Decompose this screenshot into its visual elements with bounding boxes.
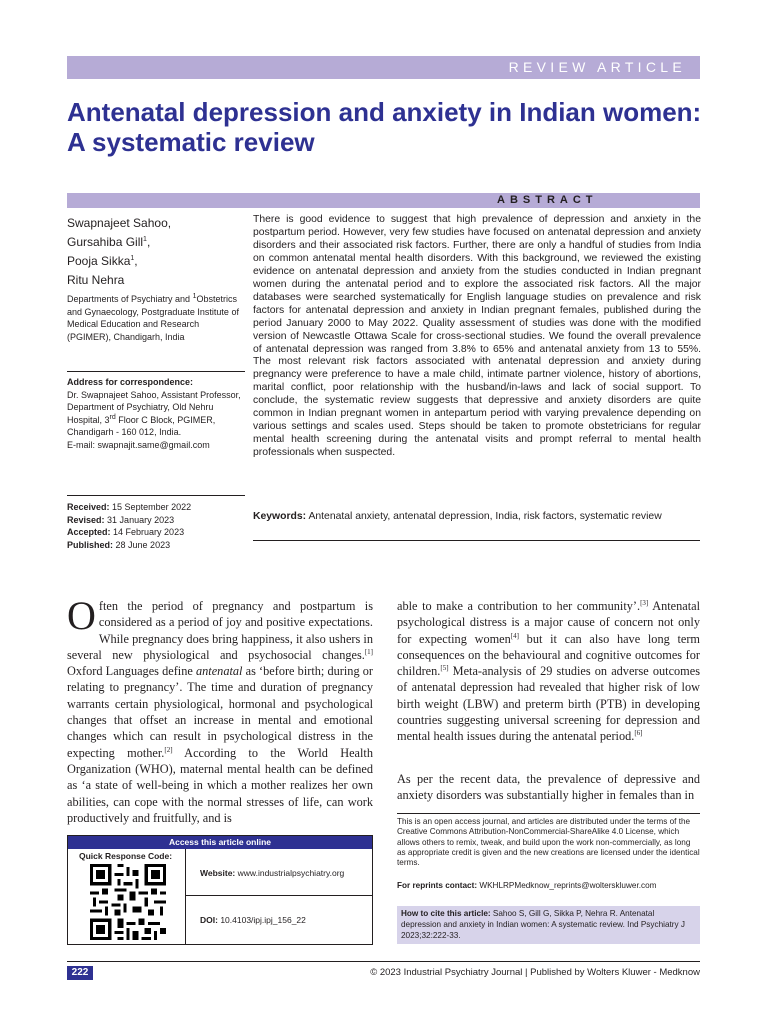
date-accepted: Accepted: 14 February 2023 — [67, 527, 185, 538]
divider — [253, 540, 700, 541]
abstract-text: There is good evidence to suggest that high prevalence of depression and anxiety in the postpartum period. However, very few studies have focused on antenatal depression and anxiety disorders and their associated risk factors. Further, there are only a handful of studies from India on common antenatal mental health disorders. With this background, we reviewed the existing evidence on antenatal depression and anxiety from the studies conducted in Indian pregnant women during the antenatal period and to explore the associated risk factors. All the major databases were searched systematically for English language studies on prevalence and risk factors for antenatal depression and anxiety in Indian pregnant females, published during the period January 2000 to May 2022. Quality assessment of studies was done with the modified version of Newcastle Ottawa Scale for cross-sectional studies. We found the overall prevalence of antenatal depression was ranged from 3.8% to 65% and antenatal anxiety from 13 to 55%. The most relevant risk factors associated with antenatal depression and anxiety during pregnancy were preference to have a male child, intimate partner violence, history of abortions, marital conflict, poor relationship with the husband/in-laws and lack of social support. To conclude, the systematic review suggests that depressive and anxiety disorders are quite common in Indian pregnant women in antepartum period with varying prevalence depending on various settings and scales used. Steps should be taken to promote obstetricians for regular mental health screening during the antenatal visits and prompt referral to mental health professionals when suspected. — [253, 214, 701, 459]
divider — [397, 813, 700, 814]
article-type-label: REVIEW ARTICLE — [508, 59, 686, 75]
author-3: Pooja Sikka$^1$, — [67, 254, 138, 268]
body-column-left: Often the period of pregnancy and postpartum is considered as a period of joy and positive expectations. While pregnancy does bring happiness, it also ushers in several new physiological and psychosocial changes.[1] Oxford Languages define antenatal as ‘before birth; during or relating to pregnancy’. The time and duration of pregnancy warrants certain physiological, hormonal and psychological changes that offset an increase in mental and emotional changes which can result in psychological distress in the expecting mother.[2] According to the World Health Organization (WHO), maternal mental health can be defined as ‘a state of well-being in which a mother realizes her own abilities, can cope with the normal stresses of life, can work productively and fruitfully, and is — [67, 593, 373, 825]
divider — [67, 495, 245, 496]
correspondence — [67, 376, 245, 452]
divider — [67, 371, 245, 372]
website-link[interactable]: www.industrialpsychiatry.org — [237, 868, 345, 878]
correspondence-heading: Address for correspondence: — [67, 377, 194, 387]
article-title: Antenatal depression and anxiety in Indian women: A systematic review — [67, 97, 702, 157]
footer-text: © 2023 Industrial Psychiatry Journal | Published by Wolters Kluwer - Medknow — [370, 967, 700, 978]
license-note: This is an open access journal, and articles are distributed under the terms of the Creative Commons Attribution-NonCommercial-ShareAlike 4.0 License, which allows others to remix, tweak, and build upon the work non-commercially, as long as appropriate credit is given and the new creations are licensed under the identical terms. — [397, 817, 700, 868]
author-2: Gursahiba Gill$^1$, — [67, 235, 151, 249]
body-paragraph: As per the recent data, the prevalence of depressive and anxiety disorders was substantially higher in females than in — [397, 772, 700, 803]
correspondence-email: E-mail: swapnajit.same@gmail.com — [67, 439, 210, 450]
divider — [185, 849, 186, 945]
doi-link[interactable]: 10.4103/ipj.ipj_156_22 — [220, 915, 306, 925]
date-received: Received: 15 September 2022 — [67, 502, 192, 512]
author-1: Swapnajeet Sahoo, — [67, 216, 172, 230]
abstract-heading: ABSTRACT — [497, 194, 598, 206]
email-link[interactable]: swapnajit.same@gmail.com — [97, 439, 210, 450]
correspondence-address: Dr. Swapnajeet Sahoo, Assistant Professor, Department of Psychiatry, Old Nehru Hospital, 3rd Floor C Block, PGIMER, Chandigarh - 160 012, India. — [67, 389, 241, 438]
abstract-heading-bar — [67, 193, 700, 208]
author-list — [67, 214, 245, 290]
footer-rule — [67, 961, 700, 962]
body-column-right: able to make a contribution to her community’.[3] Antenatal psychological distress is a major cause of concern not only for expecting women[4] but it can also have long term consequences on the behavioural and cognitive outcomes for children.[5] Meta-analysis of 29 studies on adverse outcomes of antenatal depression had revealed that higher risk of low birth weight (LBW) and preterm birth (PTB) in developing countries suggesting universal screening for depression and mental health issues during the antenatal period.[6] — [397, 598, 700, 744]
author-4: Ritu Nehra — [67, 273, 125, 287]
citation-box: How to cite this article: Sahoo S, Gill G, Sikka P, Nehra R. Antenatal depression and anxiety in Indian women: A systematic review. Ind Psychiatry J 2023;32:222-33. — [397, 906, 700, 944]
affiliation: Departments of Psychiatry and $^1$Obstetrics and Gynaecology, Postgraduate Institute of Medical Education and Research (PGIMER), Chandigarh, India — [67, 293, 239, 342]
article-dates — [67, 501, 245, 551]
qr-code-icon[interactable] — [90, 864, 166, 940]
article-type-banner — [67, 56, 700, 79]
divider — [185, 895, 373, 896]
doi: DOI: 10.4103/ipj.ipj_156_22 — [200, 915, 306, 925]
access-heading: Access this article online — [68, 836, 372, 849]
date-published: Published: 28 June 2023 — [67, 539, 171, 550]
date-revised: Revised: 31 January 2023 — [67, 514, 175, 525]
website: Website: www.industrialpsychiatry.org — [200, 868, 345, 878]
keywords: Keywords: Antenatal anxiety, antenatal depression, India, risk factors, systematic review — [253, 511, 662, 522]
qr-label: Quick Response Code: — [79, 851, 173, 861]
page-number: 222 — [67, 966, 93, 980]
drop-cap: O — [67, 593, 96, 638]
reprints-contact: For reprints contact: WKHLRPMedknow_reprints@wolterskluwer.com — [397, 881, 657, 890]
